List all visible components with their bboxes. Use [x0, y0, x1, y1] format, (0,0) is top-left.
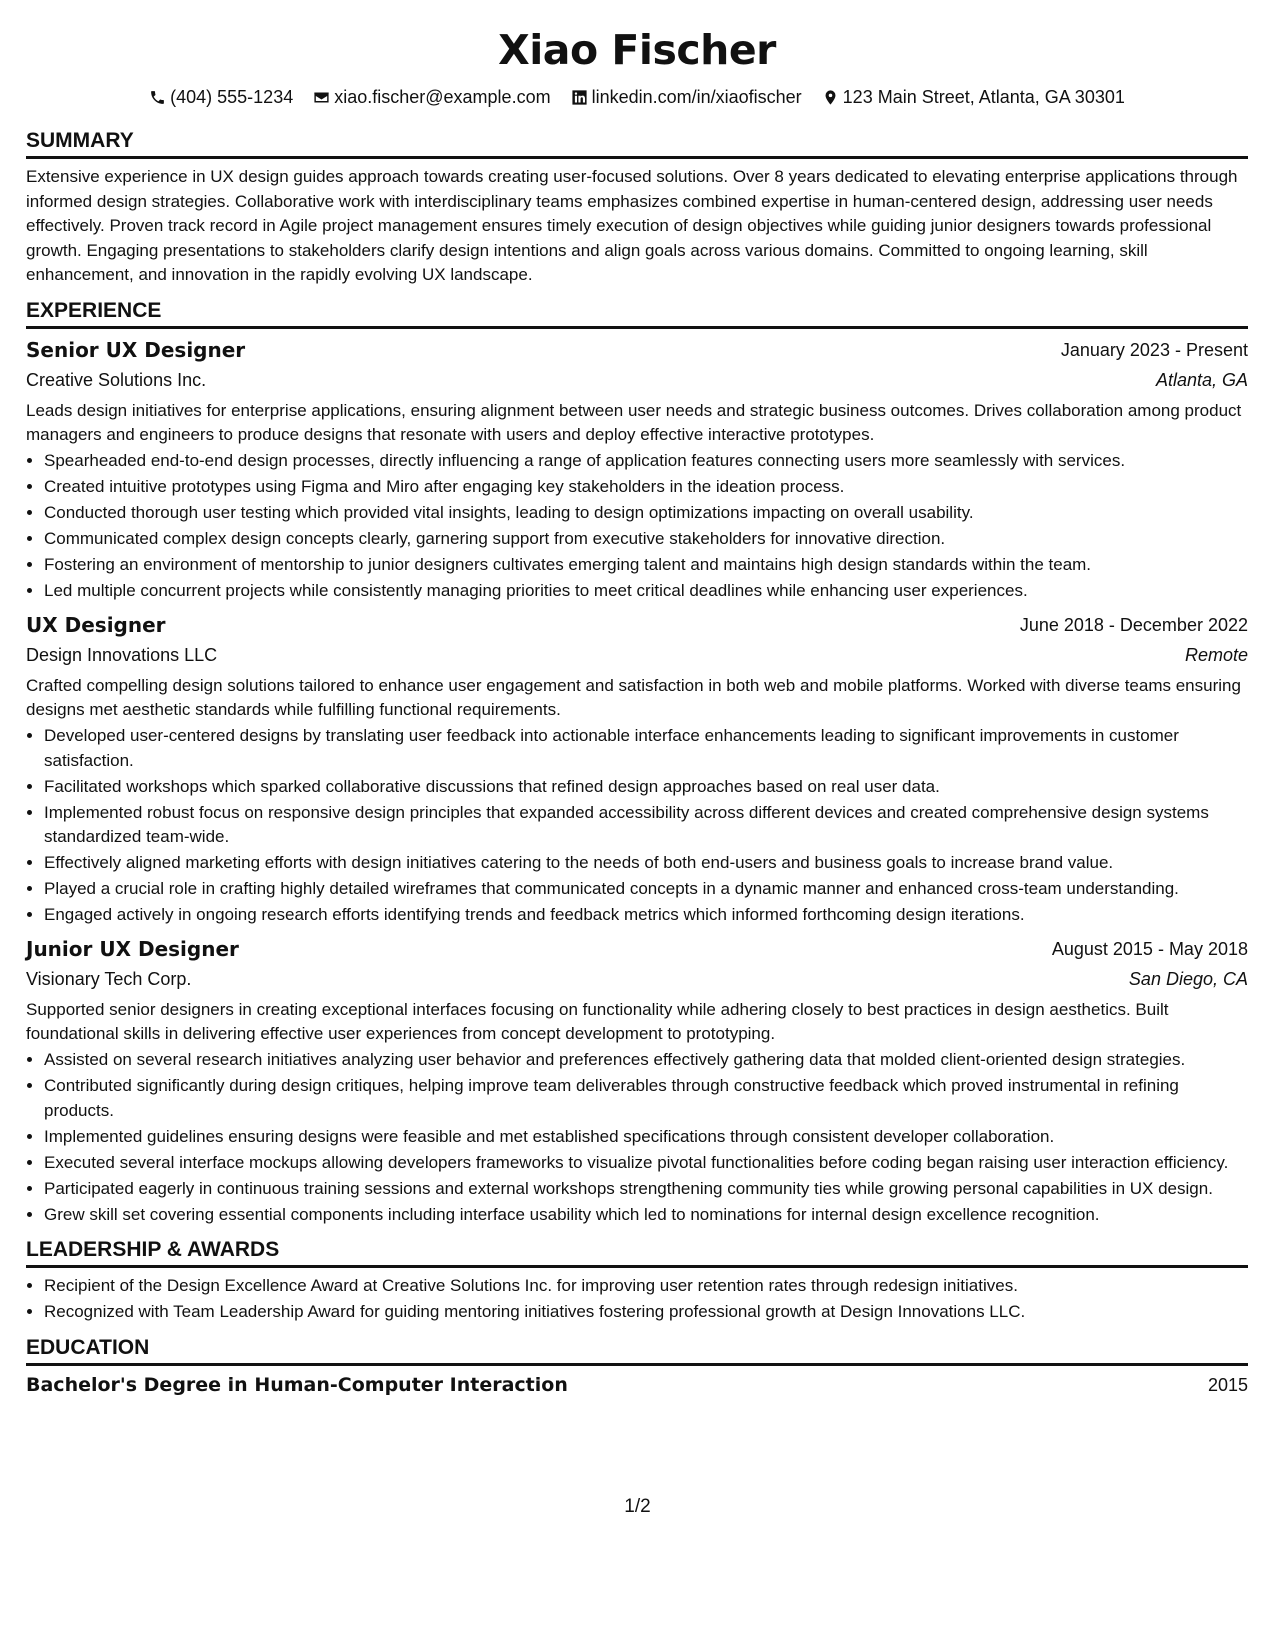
- list-item: • Contributed significantly during design critiques, helping improve team deliverables through constructive feedback which proved instrumental in refining products.: [44, 1074, 1248, 1123]
- job-dates: August 2015 - May 2018: [1051, 938, 1248, 959]
- job-company: Creative Solutions Inc.: [26, 369, 207, 390]
- list-item: • Engaged actively in ongoing research efforts identifying trends and feedback metrics which informed forthcoming design iterations.: [44, 903, 1248, 928]
- list-item: • Communicated complex design concepts clearly, garnering support from executive stakeholders for innovative direction.: [44, 527, 1248, 552]
- awards-list: [26, 1274, 1248, 1325]
- education-section: [26, 1335, 1248, 1398]
- job-title: UX Designer: [26, 612, 166, 637]
- job-bullets: [26, 724, 1248, 928]
- section-title-experience: EXPERIENCE: [26, 298, 1248, 329]
- job-location: Atlanta, GA: [1155, 369, 1248, 390]
- job-company: Visionary Tech Corp.: [26, 968, 192, 989]
- job-title: Senior UX Designer: [26, 337, 246, 362]
- contact-address: [822, 86, 1125, 108]
- list-item: • Grew skill set covering essential components including interface usability which led to nominations for internal design excellence recognition.: [44, 1203, 1248, 1228]
- list-item: • Participated eagerly in continuous training sessions and external workshops strengthening community ties while growing personal capabilities in UX design.: [44, 1177, 1248, 1202]
- list-item: • Created intuitive prototypes using Figma and Miro after engaging key stakeholders in the ideation process.: [44, 475, 1248, 500]
- list-item: • Played a crucial role in crafting highly detailed wireframes that communicated concepts in a dynamic manner and enhanced cross-team understanding.: [44, 877, 1248, 902]
- list-item: • Fostering an environment of mentorship to junior designers cultivates emerging talent and maintains high design standards within the team.: [44, 553, 1248, 578]
- address-text: 123 Main Street, Atlanta, GA 30301: [842, 87, 1125, 107]
- experience-section: [26, 298, 1248, 1228]
- contact-phone[interactable]: [149, 86, 293, 108]
- list-item: • Led multiple concurrent projects while consistently managing priorities to meet critical deadlines while enhancing user experiences.: [44, 579, 1248, 604]
- job-location: Remote: [1184, 644, 1248, 665]
- list-item: • Implemented robust focus on responsive design principles that expanded accessibility across different devices and created comprehensive design systems standardized team-wide.: [44, 801, 1248, 850]
- envelope-icon: [313, 89, 330, 106]
- contact-email[interactable]: [313, 86, 550, 108]
- phone-text: (404) 555-1234: [170, 87, 294, 107]
- job-entry: [26, 934, 1248, 1228]
- list-item: • Conducted thorough user testing which provided vital insights, leading to design optimizations impacting on overall usability.: [44, 501, 1248, 526]
- list-item: • Recipient of the Design Excellence Award at Creative Solutions Inc. for improving user retention rates through redesign initiatives.: [44, 1274, 1248, 1299]
- job-location: San Diego, CA: [1128, 968, 1248, 989]
- linkedin-icon: [571, 89, 588, 106]
- list-item: • Assisted on several research initiatives analyzing user behavior and preferences effectively gathering data that molded client-oriented design strategies.: [44, 1048, 1248, 1073]
- list-item: • Executed several interface mockups allowing developers frameworks to visualize pivotal functionalities before coding began raising user interaction efficiency.: [44, 1151, 1248, 1176]
- page-number: 1/2: [624, 1496, 651, 1517]
- awards-section: [26, 1237, 1248, 1325]
- job-title: Junior UX Designer: [26, 936, 239, 961]
- job-bullets: [26, 449, 1248, 604]
- section-title-awards: LEADERSHIP & AWARDS: [26, 1237, 1248, 1268]
- summary-section: [26, 128, 1248, 288]
- education-year: 2015: [1207, 1374, 1248, 1395]
- list-item: • Recognized with Team Leadership Award for guiding mentoring initiatives fostering professional growth at Design Innovations LLC.: [44, 1300, 1248, 1325]
- section-title-education: EDUCATION: [26, 1335, 1248, 1366]
- job-dates: June 2018 - December 2022: [1019, 614, 1248, 635]
- linkedin-text: linkedin.com/in/xiaofischer: [591, 87, 802, 107]
- list-item: • Facilitated workshops which sparked collaborative discussions that refined design approaches based on real user data.: [44, 775, 1248, 800]
- contact-bar: [26, 86, 1248, 108]
- job-description: Supported senior designers in creating exceptional interfaces focusing on functionality while adhering closely to best practices in design aesthetics. Built foundational skills in delivering effective user experiences from concept development to prototyping.: [26, 999, 1169, 1043]
- job-entry: [26, 610, 1248, 928]
- job-description: Crafted compelling design solutions tailored to enhance user engagement and satisfaction in both web and mobile platforms. Worked with diverse teams ensuring designs met aesthetic standards while fulfilling functional requirements.: [26, 675, 1241, 719]
- job-description: Leads design initiatives for enterprise applications, ensuring alignment between user needs and strategic business outcomes. Drives collaboration among product managers and engineers to produce designs that resonate with users and deploy effective interactive prototypes.: [26, 400, 1242, 444]
- education-degree: Bachelor's Degree in Human-Computer Interaction: [26, 1373, 568, 1396]
- summary-text: Extensive experience in UX design guides approach towards creating user-focused solutions. Over 8 years dedicated to elevating enterprise applications through informed design strategies. Collaborative work with interdisciplinary teams emphasizes combined expertise in human-centered design, addressing user needs effectively. Proven track record in Agile project management ensures timely execution of design objectives while guiding junior designers towards professional growth. Engaging presentations to stakeholders clarify design intentions and align goals across various domains. Committed to ongoing learning, skill enhancement, and innovation in the rapidly evolving UX landscape.: [26, 167, 1238, 284]
- job-entry: [26, 335, 1248, 604]
- map-pin-icon: [822, 89, 839, 106]
- candidate-name: Xiao Fischer: [498, 26, 776, 74]
- resume-page: [26, 20, 1248, 1398]
- list-item: • Spearheaded end-to-end design processes, directly influencing a range of application features connecting users more seamlessly with services.: [44, 449, 1248, 474]
- education-entry: [26, 1372, 1248, 1398]
- phone-icon: [149, 89, 166, 106]
- job-dates: January 2023 - Present: [1060, 339, 1248, 360]
- list-item: • Implemented guidelines ensuring designs were feasible and met established specifications through consistent developer collaboration.: [44, 1125, 1248, 1150]
- contact-linkedin[interactable]: [571, 86, 802, 108]
- list-item: • Developed user-centered designs by translating user feedback into actionable interface enhancements leading to significant improvements in customer satisfaction.: [44, 724, 1248, 773]
- section-title-summary: SUMMARY: [26, 128, 1248, 159]
- job-bullets: [26, 1048, 1248, 1227]
- job-company: Design Innovations LLC: [26, 644, 218, 665]
- email-text: xiao.fischer@example.com: [334, 87, 551, 107]
- list-item: • Effectively aligned marketing efforts with design initiatives catering to the needs of both end-users and business goals to increase brand value.: [44, 851, 1248, 876]
